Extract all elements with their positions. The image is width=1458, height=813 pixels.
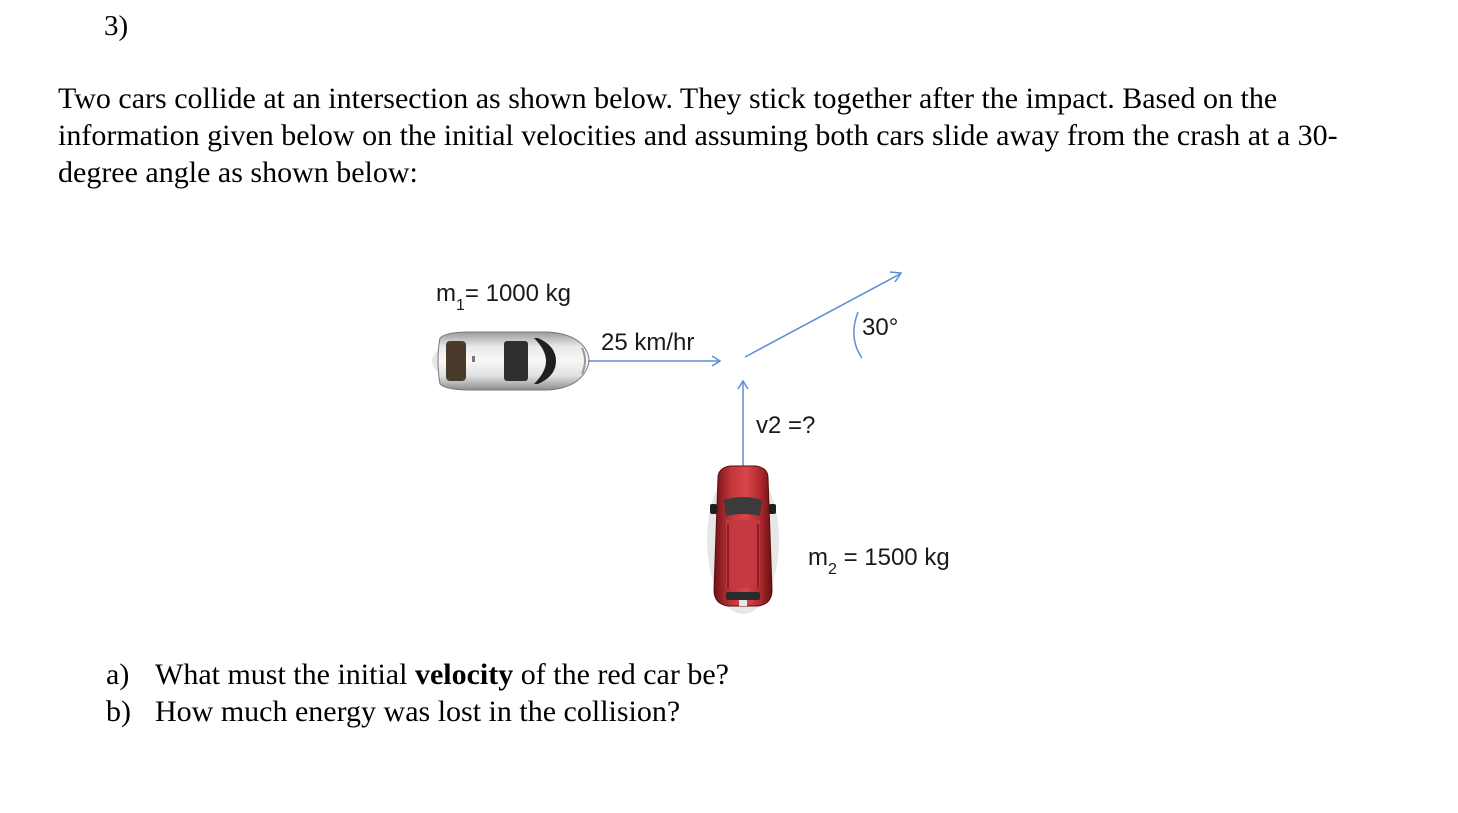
- silver-car-icon: [432, 332, 589, 390]
- car1-mass-label: [436, 280, 571, 314]
- car2-velocity-arrow: [738, 381, 748, 470]
- question-list: [106, 656, 729, 730]
- question-text-start: What must the initial: [155, 658, 415, 691]
- car2-mass-symbol: m: [808, 544, 828, 571]
- list-item: [106, 693, 729, 730]
- question-marker: b): [106, 695, 131, 728]
- car1-mass-symbol: m: [436, 280, 456, 307]
- question-marker: a): [106, 658, 130, 691]
- question-emphasis: velocity: [414, 658, 514, 691]
- car1-velocity-arrow: [588, 356, 720, 366]
- car2-mass-value: = 1500 kg: [836, 544, 950, 571]
- question-text-start: How much energy was lost in the collision?: [155, 695, 681, 728]
- car1-mass-value: = 1000 kg: [464, 280, 571, 307]
- angle-label: 30°: [862, 314, 899, 341]
- car1-velocity-label: 25 km/hr: [601, 329, 695, 356]
- list-item: [106, 656, 729, 693]
- prompt-text: Two cars collide at an intersection as shown below. They stick together after the impact. Based on the information given below on the initial velocities and assuming both cars slide away from the crash at a 30-degree angle as shown below:: [58, 82, 1338, 189]
- question-text-end: of the red car be?: [513, 658, 729, 691]
- question-text: [155, 656, 729, 693]
- problem-number: 3): [104, 10, 129, 42]
- car2-mass-label: [808, 544, 950, 578]
- question-text: [155, 693, 680, 730]
- car2-mass-subscript: 2: [828, 561, 837, 578]
- car2-velocity-label: v2 =?: [756, 412, 816, 439]
- angle-arc: [854, 312, 862, 358]
- red-car-icon: [707, 466, 779, 614]
- car1-mass-subscript: 1: [456, 297, 465, 314]
